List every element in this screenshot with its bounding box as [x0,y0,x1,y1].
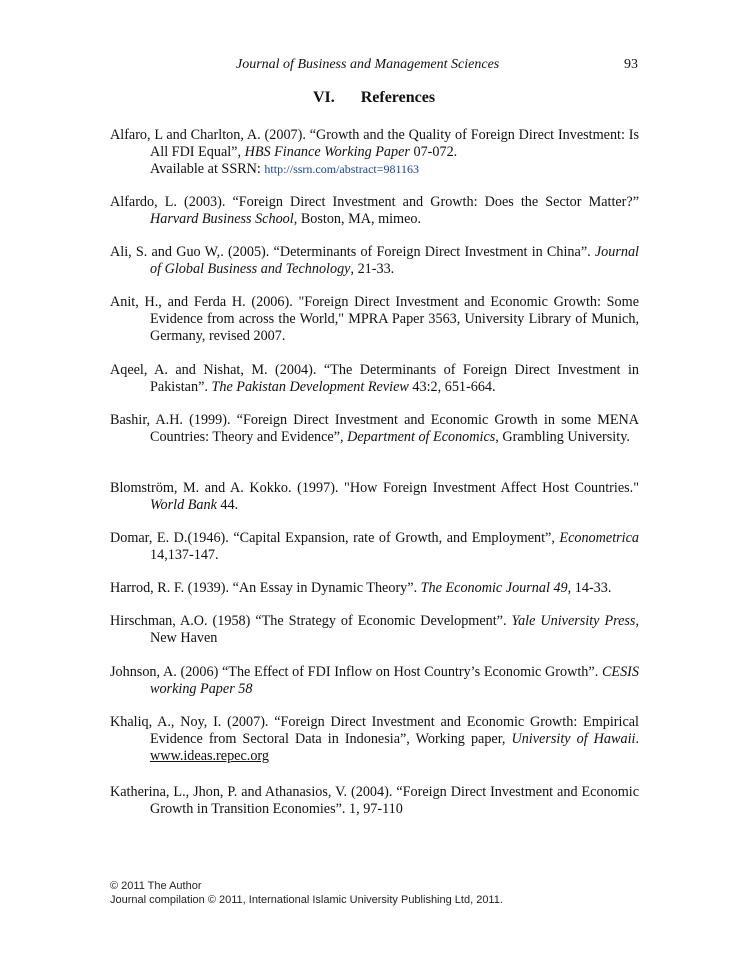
reference-text: Johnson, A. (2006) “The Effect of FDI Inflow on Host Country’s Economic Growth”. [110,664,602,680]
reference-source: University of Hawaii [511,731,636,747]
reference-source: Department of Economics [347,429,496,445]
reference-entry [110,714,639,765]
reference-text: Alfaro, L and Charlton, A. (2007). “Growth and the Quality of Foreign Direct Investment: Is All FDI Equal”, [110,127,639,160]
reference-entry [110,784,639,818]
journal-compilation-line: Journal compilation © 2011, International Islamic University Publishing Ltd, 2011. [110,894,503,906]
reference-entry [110,412,639,446]
section-title: References [360,89,436,106]
reference-source: The Pakistan Development Review [211,379,409,395]
reference-source: The Economic Journal 49, [420,580,572,596]
reference-text: , New Haven [150,613,639,646]
reference-text: 07-072. [409,144,458,160]
reference-entry [110,194,639,228]
reference-text: Domar, E. D.(1946). “Capital Expansion, rate of Growth, and Employment”, [110,530,560,546]
reference-entry [110,613,639,647]
reference-text: Harrod, R. F. (1939). “An Essay in Dynamic Theory”. [110,580,421,596]
copyright-line: © 2011 The Author [110,880,202,892]
reference-entry [110,127,639,178]
reference-source: Harvard Business School [150,211,294,227]
reference-entry [110,664,639,698]
reference-entry [110,244,639,278]
reference-text: , Grambling University. [495,429,630,445]
reference-source: HBS Finance Working Paper [244,144,410,160]
reference-source: CESIS working Paper 58 [150,664,639,697]
reference-entry [110,530,639,564]
page-number: 93 [624,57,638,72]
reference-text: Anit, H., and Ferda H. (2006). "Foreign Direct Investment and Economic Growth: Some Evidence from across the World," MPRA Paper 3563, University Library of Munich, Germany, revised 2007. [110,294,639,344]
running-header [110,57,638,77]
reference-text: Khaliq, A., Noy, I. (2007). “Foreign Direct Investment and Economic Growth: Empirical Evidence from Sectoral Data in Indonesia”, Working paper, [110,714,639,747]
reference-text: . [635,731,639,747]
reference-text: Alfardo, L. (2003). “Foreign Direct Investment and Growth: Does the Sector Matter?” [110,194,639,210]
reference-source: Yale University Press [511,613,636,629]
reference-url-link[interactable]: http://ssrn.com/abstract=981163 [264,162,420,176]
reference-entry [110,294,639,345]
reference-url-link[interactable]: www.ideas.repec.org [150,748,269,764]
reference-source: World Bank [150,497,217,513]
reference-entry [110,580,639,597]
section-heading [110,89,638,107]
reference-text: 14,137-147. [150,547,219,563]
reference-entry [110,362,639,396]
reference-text: Bashir, A.H. (1999). “Foreign Direct Investment and Economic Growth in some MENA Countries: Theory and Evidence”, [110,412,639,445]
reference-text: Blomström, M. and A. Kokko. (1997). "How Foreign Investment Affect Host Countries." [110,480,639,496]
reference-source: Econometrica [559,530,639,546]
reference-text: 14-33. [571,580,612,596]
reference-text: Aqeel, A. and Nishat, M. (2004). “The Determinants of Foreign Direct Investment in Pakistan”. [110,362,639,395]
reference-text: Hirschman, A.O. (1958) “The Strategy of Economic Development”. [110,613,512,629]
section-number: VI. [312,89,335,106]
reference-text: , Boston, MA, mimeo. [293,211,422,227]
reference-source: Journal of Global Business and Technology [150,244,639,277]
reference-text: 43:2, 651-664. [408,379,496,395]
journal-title: Journal of Business and Management Sciences [236,57,500,72]
reference-text: Katherina, L., Jhon, P. and Athanasios, V. (2004). “Foreign Direct Investment and Economic Growth in Transition Economies”. 1, 97-110 [110,784,639,817]
reference-text: Ali, S. and Guo W,. (2005). “Determinants of Foreign Direct Investment in China”. [110,244,595,260]
reference-text: Available at SSRN: [150,161,265,177]
page-footer [110,879,503,907]
reference-entry [110,480,639,514]
reference-text: , 21-33. [350,261,395,277]
reference-text: 44. [216,497,239,513]
